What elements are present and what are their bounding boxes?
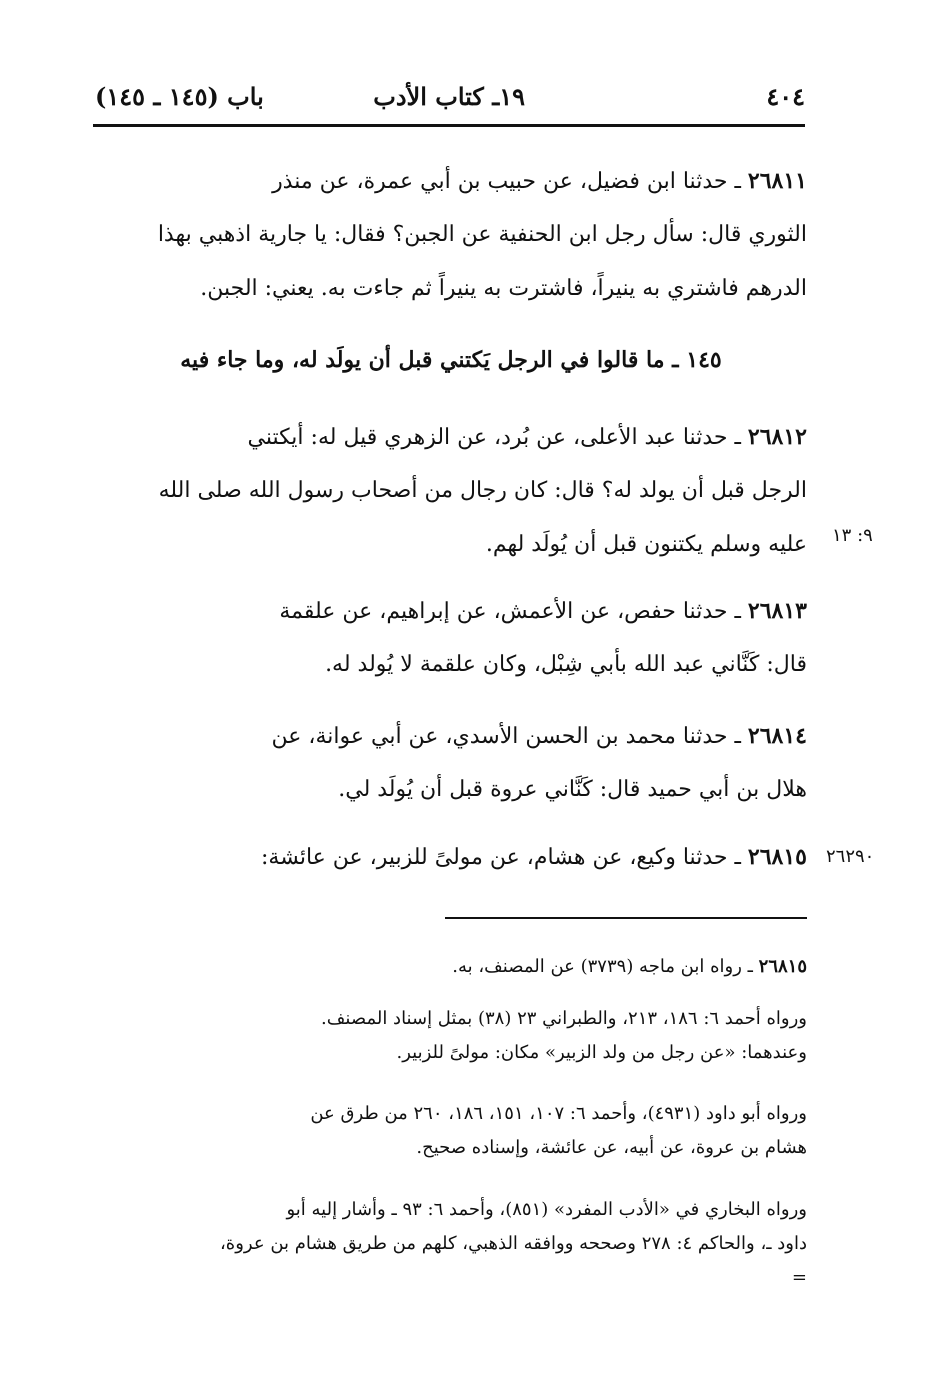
footnote-0	[95, 950, 807, 984]
hadith-26813	[95, 584, 807, 692]
footnote-line: داود ـ، والحاكم ٤: ٢٧٨ وصححه ووافقه الذهبي، كلهم من طريق هشام بن عروة،	[220, 1233, 807, 1254]
chapter-range: باب (١٤٥ ـ ١٤٥)	[95, 82, 264, 111]
text-line: الثوري قال: سأل رجل ابن الحنفية عن الجبن؟ فقال: يا جارية اذهبي بهذا	[157, 222, 807, 247]
footnote-line: ورواه أبو داود (٤٩٣١)، وأحمد ٦: ١٠٧، ١٥١، ١٨٦، ٢٦٠ من طرق عن	[310, 1103, 807, 1124]
hadith-26814	[95, 709, 807, 817]
margin-reference: ٢٦٢٩٠	[826, 846, 875, 867]
text-line: هلال بن أبي حميد قال: كَنَّاني عروة قبل أن يُولَد لي.	[338, 777, 807, 802]
running-header	[95, 82, 805, 122]
footnote-line: هشام بن عروة، عن أبيه، عن عائشة، وإسناده صحيح.	[416, 1137, 807, 1158]
text-line: ٢٦٨١١ ـ حدثنا ابن فضيل، عن حبيب بن أبي عمرة، عن منذر	[272, 168, 807, 194]
margin-reference: ٩: ١٣	[832, 525, 873, 546]
footnote-rule	[445, 917, 807, 919]
hadith-26815	[95, 830, 807, 884]
footnote-3	[95, 1193, 807, 1295]
footnote-line: =	[791, 1267, 807, 1288]
footnote-line: ورواه أحمد ٦: ١٨٦، ٢١٣، والطبراني ٢٣ (٣٨) بمثل إسناد المصنف.	[321, 1008, 807, 1029]
footnote-2	[95, 1097, 807, 1165]
page-number: ٤٠٤	[766, 82, 805, 111]
text-line: ٢٦٨١٤ ـ حدثنا محمد بن الحسن الأسدي، عن أبي عوانة، عن	[271, 723, 807, 749]
text-line: الرجل قبل أن يولد له؟ قال: كان رجال من أصحاب رسول الله صلى الله	[158, 478, 807, 503]
footnote-line: وعندهما: «عن رجل من ولد الزبير» مكان: مولىً للزبير.	[396, 1042, 807, 1063]
text-line: ٢٦٨١٥ ـ حدثنا وكيع، عن هشام، عن مولىً للزبير، عن عائشة:	[260, 844, 807, 870]
section-heading: ١٤٥ ـ ما قالوا في الرجل يَكتني قبل أن يولَد له، وما جاء فيه	[180, 347, 722, 373]
header-rule	[93, 124, 805, 127]
footnote-1	[95, 1002, 807, 1070]
text-line: الدرهم فاشتري به ينيراً، فاشترت به ينيراً ثم جاءت به. يعني: الجبن.	[200, 276, 807, 301]
book-title: ١٩ـ كتاب الأدب	[373, 82, 525, 111]
text-line: عليه وسلم يكتنون قبل أن يُولَد لهم.	[485, 532, 807, 557]
hadith-26812	[95, 410, 807, 572]
footnote-line: ورواه البخاري في «الأدب المفرد» (٨٥١)، وأحمد ٦: ٩٣ ـ وأشار إليه أبو	[286, 1199, 807, 1220]
text-line: قال: كَنَّاني عبد الله بأبي شِبْل، وكان علقمة لا يُولد له.	[325, 652, 807, 677]
footnote-line: ٢٦٨١٥ ـ رواه ابن ماجه (٣٧٣٩) عن المصنف، به.	[452, 956, 807, 977]
hadith-26811	[95, 154, 807, 316]
text-line: ٢٦٨١٣ ـ حدثنا حفص، عن الأعمش، عن إبراهيم، عن علقمة	[279, 598, 807, 624]
text-line: ٢٦٨١٢ ـ حدثنا عبد الأعلى، عن بُرد، عن الزهري قيل له: أيكتني	[247, 424, 807, 450]
